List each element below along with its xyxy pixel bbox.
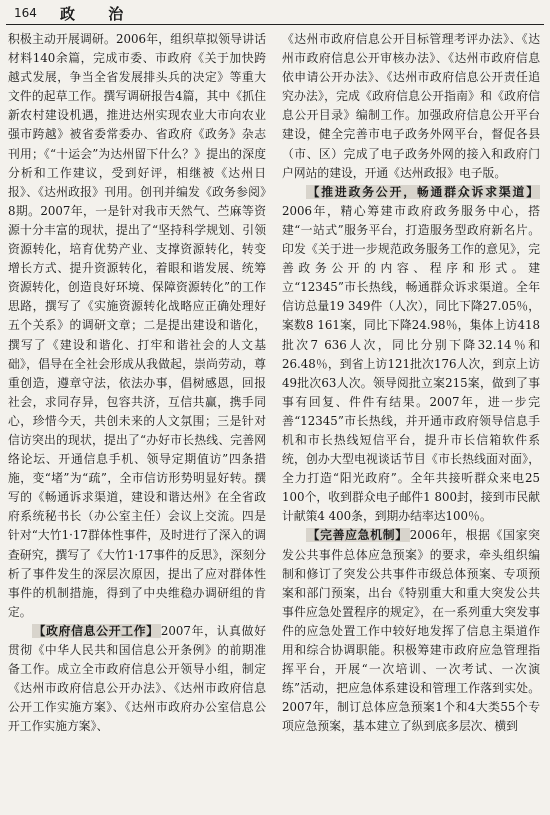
- sub-heading: 【推进政务公开，畅通群众诉求渠道】: [307, 184, 538, 199]
- paragraph: 积极主动开展调研。2006年，组织草拟领导讲话材料140余篇，完成市委、市政府《关于加快跨越式发展，争当全省发展排头兵的决定》等重大文件的起草工作。撰写调研报告4篇，其中《抓住新农村建设机遇，推进达州实现农业大市向农业强市跨越》被省委常委办、省政府《政务》杂志刊用；《“十运会”为达州留下什么？》提出的深度分析和工作建议，受到好评，相继被《达州日报》、《达州政报》刊用。创刊并编发《政务参阅》8期。2007年，一是针对我市天然气、苎麻等资源十分丰富的现状，提出了“坚持科学规划、引领资源转化，培育优势产业、支撑资源转化，转变增长方式、提升资源转化，着眼和谐发展、统筹资源转化，创造良好环境、保障资源转化”的工作思路，撰写了《实施资源转化战略应正确处理好五个关系》的调研文章；二是提出建设和谐化，撰写了《建设和谐化、打牢和谐社会的人文基础》，倡导在全社会形成从我做起，崇尚劳动，尊重创造，遵章守法，依法办事，倡树感恩，回报社会，求同存异，包容共济，互信共赢，携手同心，珍惜今天，共创未来的人文氛围；三是针对信访突出的现状，提出了“办好市长热线、完善网络论坛、开通信息手机、领导定期值访”四条措施，变“堵”为“疏”，全市信访形势明显好转。撰写的《畅通诉求渠道，建设和谐达州》在全省政府系统秘书长（办公室主任）会议上交流。四是针对“大竹1·17群体性事件，及时进行了深入的调查研究，撰写了《大竹1·17事件的反思》，深刻分析了事件发生的深层次原因，提出了应对群体性事件的机制措施，得到了中央维稳办调研组的肯定。: [8, 32, 266, 619]
- right-column: [282, 30, 540, 810]
- paragraph: 《达州市政府信息公开目标管理考评办法》、《达州市政府信息公开审核办法》、《达州市政府信息依申请公开办法》、《达州市政府信息公开责任追究办法》，完成《政府信息公开指南》和《政府信息公开目录》编制工作。加强政府信息公开平台建设，健全完善市电子政务外网平台，督促各县（市、区）完成了电子政务外网的接入和政府门户网站的建设，开通《达州政报》电子版。: [282, 32, 540, 180]
- left-column: [8, 30, 266, 810]
- paragraph-text: 2007年，认真做好贯彻《中华人民共和国信息公开条例》的前期准备工作。成立全市政府信息公开领导小组，制定《达州市政府信息公开办法》、《达州市政府信息公开工作实施方案》、《达州市政府办公室信息公开工作实施方案》、: [8, 623, 266, 734]
- page-number: 164: [14, 6, 37, 20]
- sub-heading: 【政府信息公开工作】: [33, 623, 159, 638]
- paragraph-with-heading: [282, 183, 540, 527]
- paragraph-text: 2006年，精心筹建市政府政务服务中心，搭建“一站式”服务平台，打造服务型政府新名片。印发《关于进一步规范政务服务工作的意见》，完善政务公开的内容、程序和形式。建立“12345”市长热线，畅通群众诉求渠道。全年信访总量19 349件（人次），同比下降27.05％，案数8 161案，同比下降24.98％，集体上访418批次7 636人次，同比分别下降32.14％和26.48％，到省上访121批次176人次，到京上访49批次63人次。领导阅批立案215案，做到了事事有回复、件件有结果。2007年，进一步完善“12345”市长热线，并开通市政府领导信息手机和市长热线短信平台，提升市长信箱软件系统，创办大型电视谈话节目《市长热线面对面》，全力打造“阳光政府”。全年共接听群众来电25 100个，收到群众电子邮件1 800封，接到市民献计献策4 400条，到期办结率达100％。: [282, 203, 540, 524]
- paragraph-with-heading: [282, 526, 540, 736]
- page-header: [6, 2, 544, 25]
- sub-heading: 【完善应急机制】: [307, 528, 408, 543]
- paragraph-text: 2006年，根据《国家突发公共事件总体应急预案》的要求，牵头组织编制和修订了突发公共事件市级总体预案、专项预案和部门预案，出台《特别重大和重大突发公共事件应急处置程序的规定》，在一系列重大突发事件的应急处置工作中较好地发挥了信息主渠道作用和综合协调职能。积极筹建市政府应急管理指挥平台，开展“一次培训、一次考试、一次演练”活动，把应急体系建设和管理工作落到实处。2007年，制订总体应急预案1个和4大类55个专项应急预案，基本建立了纵到底多层次、横到: [282, 528, 540, 734]
- section-title: 政 治: [60, 5, 138, 23]
- paragraph-with-heading: [8, 622, 266, 737]
